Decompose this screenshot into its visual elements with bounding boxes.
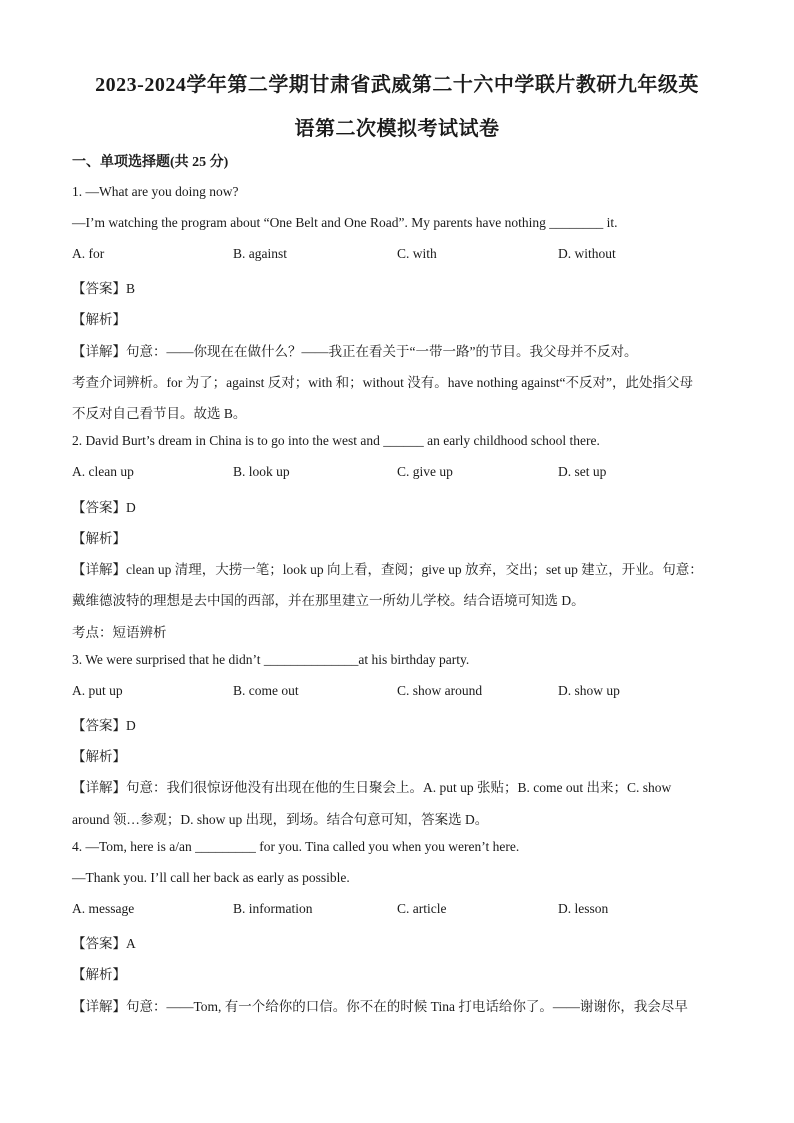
question-4-analysis-label: 【解析】	[72, 967, 126, 982]
question-2-option-b: B. look up	[233, 464, 290, 479]
question-2-answer: 【答案】D	[72, 500, 136, 515]
question-3-option-c: C. show around	[397, 683, 483, 698]
question-1-answer: 【答案】B	[72, 281, 136, 296]
question-4-option-d: D. lesson	[558, 901, 609, 916]
question-4-option-b: B. information	[233, 901, 313, 916]
question-3-stem: 3. We were surprised that he didn’t ______________at his birthday party.	[72, 652, 470, 667]
question-4-stem-line2: —Thank you. I’ll call her back as early as possible.	[72, 870, 350, 885]
question-3-detail: 【详解】句意：我们很惊讶他没有出现在他的生日聚会上。A. put up 张贴；B. come out 出来；C. show	[72, 780, 672, 795]
question-4-option-c: C. article	[397, 901, 447, 916]
question-2-option-d: D. set up	[558, 464, 607, 479]
question-1-option-c: C. with	[397, 246, 437, 261]
question-2-option-a: A. clean up	[72, 464, 134, 479]
question-3-option-a: A. put up	[72, 683, 123, 698]
question-1-analysis-label: 【解析】	[72, 312, 126, 327]
question-1-stem: 1. —What are you doing now?	[72, 184, 239, 199]
question-4-option-a: A. message	[72, 901, 135, 916]
question-3-detail-line2: around 领…参观；D. show up 出现，到场。结合句意可知，答案选 D。	[72, 812, 489, 827]
question-4-detail: 【详解】句意：——Tom, 有一个给你的口信。你不在的时候 Tina 打电话给你了。——谢谢你，我会尽早	[72, 999, 688, 1014]
question-1-detail-line3: 不反对自己看节目。故选 B。	[72, 406, 247, 421]
page-title: 2023-2024学年第二学期甘肃省武威第二十六中学联片教研九年级英	[95, 74, 699, 96]
question-4-answer: 【答案】A	[72, 936, 136, 951]
page-title-continued: 语第二次模拟考试试卷	[294, 118, 500, 140]
question-1-detail: 【详解】句意：——你现在在做什么？——我正在看关于“一带一路”的节目。我父母并不反对。	[72, 344, 638, 359]
question-1-stem-line2: —I’m watching the program about “One Belt and One Road”. My parents have nothing ________ it.	[72, 215, 618, 230]
question-2-analysis-label: 【解析】	[72, 531, 126, 546]
question-1-option-d: D. without	[558, 246, 616, 261]
question-3-answer: 【答案】D	[72, 718, 136, 733]
question-2-detail: 【详解】clean up 清理，大捞一笔；look up 向上看，查阅；give up 放弃，交出；set up 建立，开业。句意：	[72, 562, 703, 577]
question-2-option-c: C. give up	[397, 464, 453, 479]
question-2-detail-line3: 考点：短语辨析	[72, 625, 167, 640]
question-3-option-d: D. show up	[558, 683, 620, 698]
question-2-detail-line2: 戴维德波特的理想是去中国的西部，并在那里建立一所幼儿学校。结合语境可知选 D。	[72, 593, 585, 608]
question-1-detail-line2: 考查介词辨析。for 为了；against 反对；with 和；without 没有。have nothing against“不反对”，此处指父母	[72, 375, 693, 390]
question-4-stem: 4. —Tom, here is a/an _________ for you. Tina called you when you weren’t here.	[72, 839, 520, 854]
question-1-option-b: B. against	[233, 246, 287, 261]
question-2-stem: 2. David Burt’s dream in China is to go into the west and ______ an early childhood school there.	[72, 433, 600, 448]
question-3-analysis-label: 【解析】	[72, 749, 126, 764]
question-3-option-b: B. come out	[233, 683, 299, 698]
section-heading: 一、单项选择题(共 25 分)	[72, 155, 229, 170]
question-1-option-a: A. for	[72, 246, 105, 261]
